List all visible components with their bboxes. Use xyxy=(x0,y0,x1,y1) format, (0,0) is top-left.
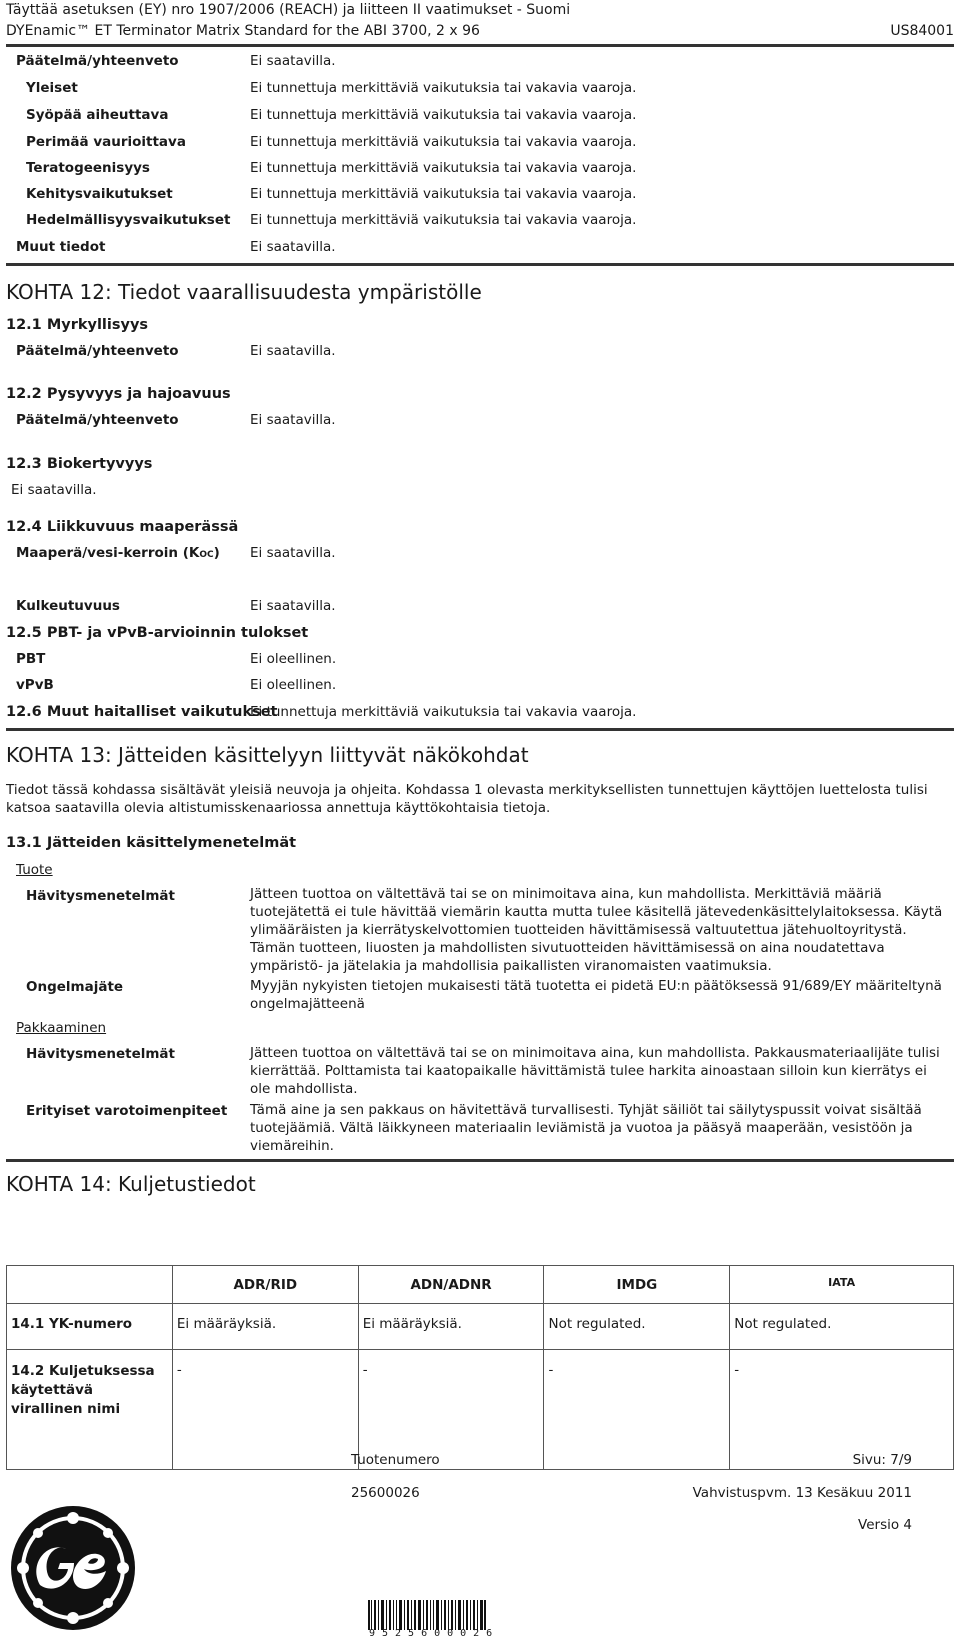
packaging-disposal-value: Jätteen tuottoa on vältettävä tai se on minimoitava aina, kun mahdollista. Pakkausmateriaalijäte tulisi kierrättää. Polttamista tai kaatopaikalle hävittämistä tulee harkita ainoastaan silloin kun kierrätys ei ole mahdollista. xyxy=(250,1045,940,1097)
tox-label: Päätelmä/yhteenveto xyxy=(16,53,179,69)
barcode-image xyxy=(368,1600,486,1630)
section-13-rule xyxy=(6,728,954,731)
tox-label: Hedelmällisyysvaikutukset xyxy=(26,212,231,228)
header-rule xyxy=(6,44,954,47)
table-cell: Ei määräyksiä. xyxy=(172,1304,358,1350)
packaging-heading: Pakkaaminen xyxy=(16,1020,107,1036)
section-12-title: KOHTA 12: Tiedot vaarallisuudesta ympäristölle xyxy=(6,280,482,304)
tox-label: Teratogeenisyys xyxy=(26,160,150,176)
section-12-1-title: 12.1 Myrkyllisyys xyxy=(6,317,149,333)
column-header: IATA xyxy=(730,1266,954,1304)
transport-corner-cell xyxy=(7,1266,173,1304)
koc-label-close: ) xyxy=(213,545,220,561)
document-header-title: Täyttää asetuksen (EY) nro 1907/2006 (REACH) ja liitteen II vaatimukset - Suomi xyxy=(6,2,571,18)
koc-label-text: Maaperä/vesi-kerroin (K xyxy=(16,545,200,561)
document-code: US84001 xyxy=(890,23,954,39)
bioaccumulation-value: Ei saatavilla. xyxy=(11,482,97,498)
table-cell: - xyxy=(730,1350,954,1470)
mobility-label: Kulkeutuvuus xyxy=(16,598,120,614)
pbt-value: Ei oleellinen. xyxy=(250,651,337,667)
tox-label: Muut tiedot xyxy=(16,239,106,255)
column-header: IMDG xyxy=(544,1266,730,1304)
packaging-disposal-label: Hävitysmenetelmät xyxy=(26,1046,175,1062)
section-12-2-title: 12.2 Pysyvyys ja hajoavuus xyxy=(6,386,231,402)
document-product-name: DYEnamic™ ET Terminator Matrix Standard for the ABI 3700, 2 x 96 xyxy=(6,23,480,39)
hazardous-waste-value: Myyjän nykyisten tietojen mukaisesti tätä tuotetta ei pidetä EU:n päätöksessä 91/689/EY määriteltynä ongelmajätteenä xyxy=(250,978,942,1012)
table-cell: Not regulated. xyxy=(544,1304,730,1350)
section-12-rule xyxy=(6,263,954,266)
hazardous-waste-label: Ongelmajäte xyxy=(26,979,124,995)
transport-header-row xyxy=(7,1266,954,1304)
page-number: Sivu: 7/9 xyxy=(852,1452,912,1468)
section-12-6-title: 12.6 Muut haitalliset vaikutukset xyxy=(6,704,278,720)
tox-label: Syöpää aiheuttava xyxy=(26,107,169,123)
conclusion-label: Päätelmä/yhteenveto xyxy=(16,343,179,359)
table-row xyxy=(7,1350,954,1470)
conclusion-label: Päätelmä/yhteenveto xyxy=(16,412,179,428)
table-cell: - xyxy=(172,1350,358,1470)
tox-value: Ei tunnettuja merkittäviä vaikutuksia tai vakavia vaaroja. xyxy=(250,160,637,176)
section-13-1-title: 13.1 Jätteiden käsittelymenetelmät xyxy=(6,835,297,851)
koc-subscript: OC xyxy=(199,550,214,560)
product-number: 25600026 xyxy=(351,1485,420,1501)
product-number-label: Tuotenumero xyxy=(351,1452,440,1468)
koc-label xyxy=(16,545,220,561)
precautions-label: Erityiset varotoimenpiteet xyxy=(26,1103,228,1119)
vpvb-label: vPvB xyxy=(16,677,54,693)
section-14-title: KOHTA 14: Kuljetustiedot xyxy=(6,1172,256,1196)
product-heading: Tuote xyxy=(16,862,53,878)
precautions-value: Tämä aine ja sen pakkaus on hävitettävä turvallisesti. Tyhjät säiliöt tai säilytyspussit voivat sisältää tuotejäämiä. Vältä läikkyneen materiaalin leviämistä ja vuotoa ja pääsyä maaperään, vesistöön ja viemäreihin. xyxy=(250,1102,922,1154)
row-label: 14.1 YK-numero xyxy=(7,1304,173,1350)
column-header: ADN/ADNR xyxy=(358,1266,544,1304)
tox-value: Ei saatavilla. xyxy=(250,239,336,255)
pbt-label: PBT xyxy=(16,651,46,667)
table-row xyxy=(7,1304,954,1350)
tox-value: Ei tunnettuja merkittäviä vaikutuksia tai vakavia vaaroja. xyxy=(250,134,637,150)
tox-value: Ei tunnettuja merkittäviä vaikutuksia tai vakavia vaaroja. xyxy=(250,212,637,228)
section-13-title: KOHTA 13: Jätteiden käsittelyyn liittyvät näkökohdat xyxy=(6,743,529,767)
disposal-label: Hävitysmenetelmät xyxy=(26,888,175,904)
validation-date: Vahvistuspvm. 13 Kesäkuu 2011 xyxy=(692,1485,912,1501)
tox-value: Ei tunnettuja merkittäviä vaikutuksia tai vakavia vaaroja. xyxy=(250,80,637,96)
vpvb-value: Ei oleellinen. xyxy=(250,677,337,693)
ge-logo xyxy=(8,1503,138,1633)
tox-value: Ei tunnettuja merkittäviä vaikutuksia tai vakavia vaaroja. xyxy=(250,107,637,123)
table-cell: - xyxy=(358,1350,544,1470)
transport-table xyxy=(6,1265,954,1470)
column-header: ADR/RID xyxy=(172,1266,358,1304)
section-14-rule xyxy=(6,1159,954,1162)
tox-label: Yleiset xyxy=(26,80,78,96)
conclusion-value: Ei saatavilla. xyxy=(250,412,336,428)
row-label: 14.2 Kuljetuksessa käytettävä virallinen nimi xyxy=(7,1350,173,1470)
section-13-intro: Tiedot tässä kohdassa sisältävät yleisiä neuvoja ja ohjeita. Kohdassa 1 olevasta merkityksellisten tunnettujen käyttöjen luettelosta tulisi katsoa saatavilla olevia altistumisskenaariossa annettuja käyttökohtaisia tietoja. xyxy=(6,782,928,816)
other-effects-value: Ei tunnettuja merkittäviä vaikutuksia tai vakavia vaaroja. xyxy=(250,704,637,720)
section-12-3-title: 12.3 Biokertyvyys xyxy=(6,456,153,472)
tox-value: Ei saatavilla. xyxy=(250,53,336,69)
disposal-value: Jätteen tuottoa on vältettävä tai se on minimoitava aina, kun mahdollista. Merkittäviä määriä tuotejätettä ei tule hävittää viemärin kautta mutta tulee käsitellä jätevedenkäsittelylaitoksessa. Käytä ylimääräisten ja kierrätyskelvottomien tuotteiden hävittämisessä valtuutettua jätehuoltoyritystä. Tämän tuotteen, liuosten ja mahdollisten sivutuotteiden hävittämisessä on aina noudatettava ympäristö- ja jätelakia ja mahdollisia paikallisten viranomaisten vaatimuksia. xyxy=(250,886,943,974)
table-cell: - xyxy=(544,1350,730,1470)
mobility-value: Ei saatavilla. xyxy=(250,598,336,614)
tox-value: Ei tunnettuja merkittäviä vaikutuksia tai vakavia vaaroja. xyxy=(250,186,637,202)
version: Versio 4 xyxy=(858,1517,912,1533)
tox-label: Kehitysvaikutukset xyxy=(26,186,173,202)
section-12-4-title: 12.4 Liikkuvuus maaperässä xyxy=(6,519,239,535)
barcode-digits: 9525600026 xyxy=(369,1628,500,1639)
section-12-5-title: 12.5 PBT- ja vPvB-arvioinnin tulokset xyxy=(6,625,309,641)
koc-value: Ei saatavilla. xyxy=(250,545,336,561)
table-cell: Ei määräyksiä. xyxy=(358,1304,544,1350)
tox-label: Perimää vaurioittava xyxy=(26,134,186,150)
table-cell: Not regulated. xyxy=(730,1304,954,1350)
conclusion-value: Ei saatavilla. xyxy=(250,343,336,359)
